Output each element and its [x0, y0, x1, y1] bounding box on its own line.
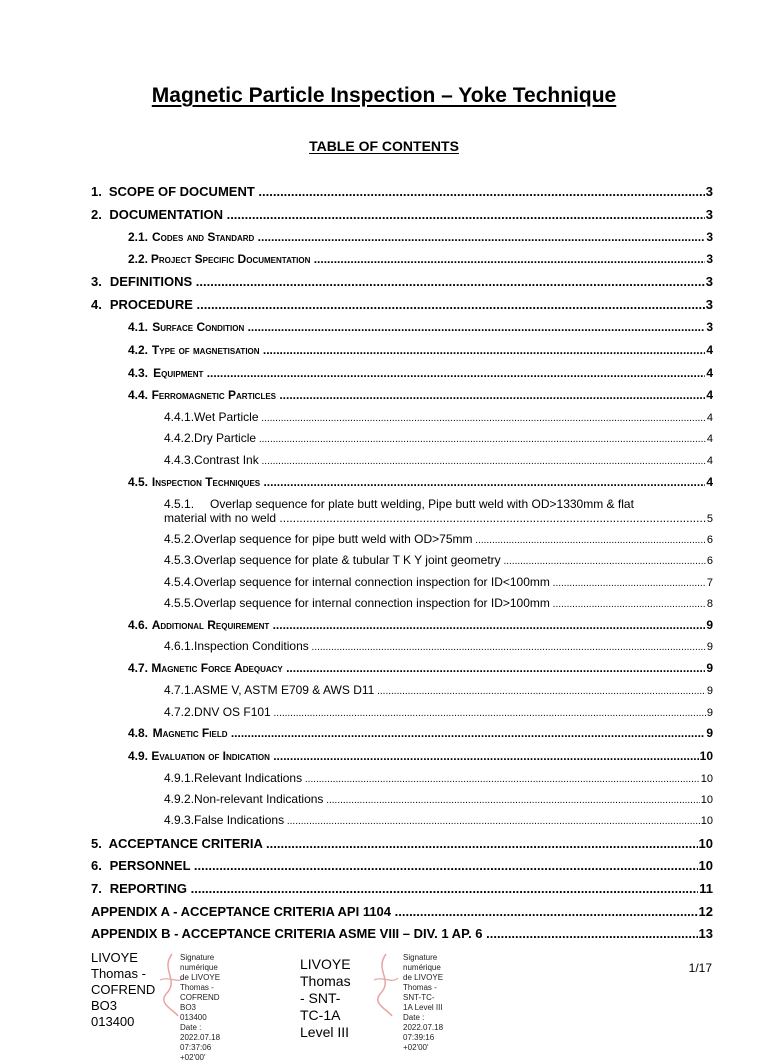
toc-page: 10 — [700, 794, 713, 806]
toc-label: SCOPE OF DOCUMENT — [108, 184, 255, 199]
toc-number: 5. — [91, 836, 102, 851]
toc-page: 9 — [706, 707, 713, 719]
toc-number: 2.2. — [128, 252, 149, 266]
toc-number: 7. — [91, 881, 102, 896]
toc-number: 4.9.1. — [164, 771, 195, 785]
signature-detail-line: COFREND BO3 — [180, 993, 220, 1012]
toc-entry-4-4-2[interactable] — [164, 431, 713, 445]
toc-entry-4-4-1[interactable] — [164, 410, 713, 424]
toc-entry-6[interactable] — [91, 858, 713, 873]
toc-number: 4.7.2. — [164, 705, 195, 719]
toc-label: Type of magnetisation — [151, 343, 260, 357]
toc-entry-4-3[interactable] — [128, 366, 713, 380]
signature-detail-line: 07:37:06 +02'00' — [180, 1043, 212, 1062]
toc-page: 5 — [706, 513, 713, 525]
toc-number: 4.4. — [128, 388, 149, 402]
toc-number: 4.9.2. — [164, 792, 195, 806]
toc-entry-4-5-1-continued[interactable] — [164, 511, 713, 525]
toc-page: 3 — [705, 207, 713, 222]
toc-label: DOCUMENTATION — [109, 207, 223, 222]
toc-label: DEFINITIONS — [109, 274, 193, 289]
toc-page: 10 — [699, 749, 713, 763]
toc-page: 4 — [706, 412, 713, 424]
signature-2-name — [300, 956, 351, 1041]
toc-page: 10 — [698, 858, 713, 873]
toc-label: Evaluation of Indication — [151, 749, 270, 763]
toc-label: Magnetic Force Adequacy — [151, 661, 283, 675]
toc-entry-4-8[interactable] — [128, 726, 713, 740]
toc-page: 3 — [705, 184, 713, 199]
signature-name-line: Thomas - — [91, 966, 146, 981]
toc-page: 3 — [706, 230, 713, 244]
signature-name-line: COFREND — [91, 982, 156, 997]
toc-page: 3 — [706, 320, 713, 334]
toc-entry-4[interactable] — [91, 297, 713, 312]
toc-label: ASME V, ASTM E709 & AWS D11 — [194, 683, 375, 697]
signature-2-details — [403, 953, 443, 1053]
toc-label: PROCEDURE — [109, 297, 193, 312]
toc-entry-7[interactable] — [91, 881, 713, 896]
toc-number: 4.4.3. — [164, 453, 195, 467]
toc-entry-4-9-3[interactable] — [164, 813, 713, 827]
toc-entry-4-7[interactable] — [128, 661, 713, 675]
signature-detail-line: Signature numérique — [180, 953, 218, 972]
toc-label: Inspection Techniques — [151, 475, 261, 489]
toc-number: 4.3. — [128, 366, 149, 380]
toc-number: 4.5.2. — [164, 532, 195, 546]
toc-entry-4-9-2[interactable] — [164, 792, 713, 806]
toc-entry-4-5-4[interactable] — [164, 575, 713, 589]
toc-number: 4.6. — [128, 618, 149, 632]
toc-page: 13 — [698, 926, 713, 941]
toc-page: 3 — [705, 297, 713, 312]
toc-entry-2-2[interactable] — [128, 252, 713, 266]
toc-page: 10 — [700, 773, 713, 785]
toc-entry-4-2[interactable] — [128, 343, 713, 357]
toc-number: 2. — [91, 207, 102, 222]
toc-entry-3[interactable] — [91, 274, 713, 289]
toc-entry-4-7-2[interactable] — [164, 705, 713, 719]
toc-label: Inspection Conditions — [194, 639, 309, 653]
toc-number: 4.4.1. — [164, 410, 195, 424]
toc-number: 4.7.1. — [164, 683, 195, 697]
toc-entry-4-5-3[interactable] — [164, 553, 713, 567]
toc-page: 3 — [705, 274, 713, 289]
toc-number: 4.5.5. — [164, 596, 195, 610]
toc-entry-4-6[interactable] — [128, 618, 713, 632]
signature-2-mark-icon — [362, 950, 402, 1018]
toc-label: Equipment — [153, 366, 204, 380]
toc-number: 4.6.1. — [164, 639, 195, 653]
toc-entry-4-6-1[interactable] — [164, 639, 713, 653]
toc-entry-1[interactable] — [91, 184, 713, 199]
toc-entry-4-4-3[interactable] — [164, 453, 713, 467]
toc-number: 4.7. — [128, 661, 149, 675]
toc-label-continued: material with no weld — [164, 511, 277, 525]
toc-page: 11 — [699, 881, 713, 896]
toc-number: 4.2. — [128, 343, 149, 357]
toc-label: Overlap sequence for internal connection inspection for ID<100mm — [194, 575, 550, 589]
signature-detail-line: de LIVOYE Thomas - — [180, 973, 221, 992]
toc-label: Dry Particle — [194, 431, 257, 445]
toc-number: 4.8. — [128, 726, 149, 740]
toc-label: False Indications — [194, 813, 285, 827]
toc-label: Relevant Indications — [194, 771, 303, 785]
toc-label: APPENDIX A - ACCEPTANCE CRITERIA API 1104 — [91, 904, 392, 919]
toc-page: 8 — [706, 598, 713, 610]
toc-number: 1. — [91, 184, 102, 199]
toc-page: 10 — [700, 815, 713, 827]
toc-entry-4-1[interactable] — [128, 320, 713, 334]
signature-name-line: Thomas - SNT- — [300, 973, 351, 1006]
toc-label: Surface Condition — [152, 320, 245, 334]
document-title: Magnetic Particle Inspection – Yoke Technique — [151, 84, 617, 107]
toc-number: 4.1. — [128, 320, 149, 334]
toc-label: Project Specific Documentation — [150, 252, 311, 266]
toc-page: 3 — [706, 252, 713, 266]
toc-number: 4.9.3. — [164, 813, 195, 827]
toc-number: 4.5.4. — [164, 575, 195, 589]
toc-page: 9 — [706, 618, 713, 632]
toc-page: 4 — [706, 455, 713, 467]
toc-page: 10 — [698, 836, 713, 851]
toc-label: DNV OS F101 — [194, 705, 271, 719]
toc-number: 4.5.3. — [164, 553, 195, 567]
toc-number: 6. — [91, 858, 102, 873]
toc-number: 4. — [91, 297, 102, 312]
signature-detail-line: Signature numérique — [403, 953, 441, 972]
toc-entry-5[interactable] — [91, 836, 713, 851]
toc-number: 2.1. — [128, 230, 149, 244]
toc-label: Overlap sequence for plate butt welding, Pipe butt weld with OD>1330mm & flat — [210, 497, 634, 511]
signature-detail-line: SNT-TC-1A Level III — [403, 993, 443, 1012]
signature-1-details — [180, 953, 220, 1063]
toc-number: 4.5.1. — [164, 497, 195, 511]
signature-detail-line: 013400 — [180, 1013, 207, 1022]
toc-page: 12 — [698, 904, 713, 919]
toc-entry-4-9[interactable] — [128, 749, 713, 763]
toc-page: 7 — [706, 577, 713, 589]
toc-number: 3. — [91, 274, 102, 289]
toc-label: ACCEPTANCE CRITERIA — [108, 836, 263, 851]
signature-detail-line: Date : 2022.07.18 — [403, 1013, 444, 1032]
toc-label: Additional Requirement — [151, 618, 270, 632]
signature-1-name — [91, 950, 155, 1030]
toc-page: 4 — [706, 343, 713, 357]
toc-entry-2[interactable] — [91, 207, 713, 222]
toc-page: 9 — [706, 641, 713, 653]
toc-label: Contrast Ink — [194, 453, 259, 467]
toc-entry-4-5-1[interactable] — [164, 497, 634, 511]
toc-entry-4-5[interactable] — [128, 475, 713, 489]
toc-page: 9 — [706, 685, 713, 697]
toc-label: Magnetic Field — [152, 726, 228, 740]
toc-label: Overlap sequence for pipe butt weld with OD>75mm — [194, 532, 473, 546]
toc-number: 4.5. — [128, 475, 149, 489]
toc-page: 6 — [706, 555, 713, 567]
toc-page: 9 — [706, 726, 713, 740]
toc-entry-4-4[interactable] — [128, 388, 713, 402]
toc-number: 4.9. — [128, 749, 149, 763]
toc-heading: TABLE OF CONTENTS — [309, 138, 459, 154]
signature-name-line: LIVOYE — [300, 956, 351, 972]
toc-label: REPORTING — [109, 881, 187, 896]
toc-number: 4.4.2. — [164, 431, 195, 445]
toc-label: Non-relevant Indications — [194, 792, 324, 806]
toc-entry-4-9-1[interactable] — [164, 771, 713, 785]
toc-label: Ferromagnetic Particles — [151, 388, 277, 402]
toc-entry-4-5-2[interactable] — [164, 532, 713, 546]
toc-entry-2-1[interactable] — [128, 230, 713, 244]
signature-name-line: LIVOYE — [91, 950, 138, 965]
toc-entry-4-5-5[interactable] — [164, 596, 713, 610]
toc-label: Wet Particle — [194, 410, 259, 424]
signature-detail-line: 07:39:16 +02'00' — [403, 1033, 435, 1052]
toc-entry-appendix-b[interactable] — [91, 926, 713, 941]
signature-detail-line: Date : 2022.07.18 — [180, 1023, 221, 1042]
signature-detail-line: de LIVOYE Thomas - — [403, 973, 444, 992]
toc-label: Overlap sequence for plate & tubular T K Y joint geometry — [194, 553, 501, 567]
toc-label: PERSONNEL — [109, 858, 191, 873]
toc-entry-appendix-a[interactable] — [91, 904, 713, 919]
toc-label: APPENDIX B - ACCEPTANCE CRITERIA ASME VIII – DIV. 1 AP. 6 — [91, 926, 483, 941]
page-number: 1/17 — [688, 961, 712, 975]
toc-page: 4 — [706, 366, 713, 380]
signature-name-line: TC-1A Level III — [300, 1007, 350, 1040]
toc-page: 4 — [706, 433, 713, 445]
toc-page: 6 — [706, 534, 713, 546]
toc-page: 4 — [706, 475, 713, 489]
toc-label: Codes and Standard — [152, 230, 255, 244]
toc-page: 9 — [706, 661, 713, 675]
toc-entry-4-7-1[interactable] — [164, 683, 713, 697]
toc-page: 4 — [706, 388, 713, 402]
signature-name-line: BO3 013400 — [91, 998, 135, 1029]
toc-label: Overlap sequence for internal connection inspection for ID>100mm — [194, 596, 550, 610]
